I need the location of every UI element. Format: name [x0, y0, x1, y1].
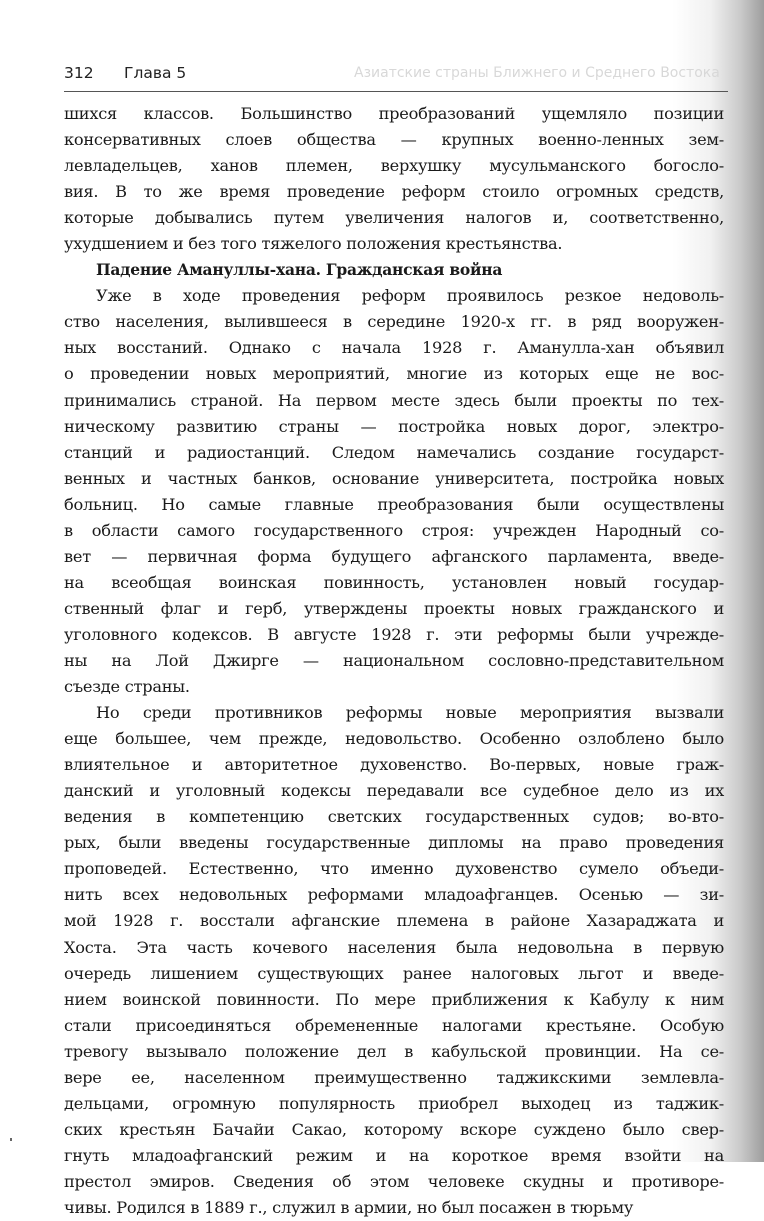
- text-line: больниц. Но самые главные преобразования были осуществлены: [64, 494, 724, 514]
- text-line: дельцами, огромную популярность приобрел выходец из таджик-: [64, 1093, 724, 1113]
- text-line: Уже в ходе проведения реформ проявилось резкое недоволь-: [96, 286, 724, 306]
- text-line: станций и радиостанций. Следом намечались создание государст-: [64, 442, 724, 462]
- text-line: стали присоединяться обремененные налогами крестьяне. Особую: [64, 1015, 724, 1035]
- text-line: венных и частных банков, основание университета, постройка новых: [64, 468, 724, 488]
- text-line: на всеобщая воинская повинность, установлен новый государ-: [64, 572, 724, 592]
- text-line: ухудшением и без того тяжелого положения крестьянства.: [64, 234, 563, 254]
- text-line: ных восстаний. Однако с начала 1928 г. Аманулла-хан объявил: [64, 338, 724, 358]
- text-line: ственный флаг и герб, утверждены проекты новых гражданского и: [64, 598, 724, 618]
- text-line: проповедей. Естественно, что именно духовенство сумело объеди-: [64, 859, 724, 879]
- text-line: Падение Амануллы-хана. Гражданская война: [96, 260, 503, 280]
- page-number: 312: [64, 64, 94, 82]
- text-line: тревогу вызывало положение дел в кабульской провинции. На се-: [64, 1041, 724, 1061]
- text-line: которые добывались путем увеличения налогов и, соответственно,: [64, 208, 724, 228]
- header-rule: [64, 91, 728, 92]
- text-line: ведения в компетенцию светских государственных судов; во-вто-: [64, 807, 724, 827]
- text-line: консервативных слоев общества — крупных военно-ленных зем-: [64, 130, 724, 150]
- paragraph: [64, 101, 724, 257]
- text-line: данский и уголовный кодексы передавали все судебное дело из их: [64, 781, 724, 801]
- text-line: шихся классов. Большинство преобразований ущемляло позиции: [64, 104, 724, 123]
- text-line: левладельцев, ханов племен, верхушку мусульманского богосло-: [64, 156, 724, 176]
- text-line: ство населения, вылившееся в середине 1920-х гг. в ряд вооружен-: [64, 312, 724, 332]
- text-line: нием воинской повинности. По мере приближения к Кабулу к ним: [64, 989, 724, 1009]
- running-header: [64, 64, 724, 86]
- text-line: Хоста. Эта часть кочевого населения была недовольна в первую: [64, 937, 724, 957]
- text-line: ских крестьян Бачайи Сакао, которому вскоре суждено было свер-: [64, 1119, 724, 1139]
- text-line: ны на Лой Джирге — национальном сословно-представительном: [64, 650, 724, 670]
- text-line: в области самого государственного строя: учрежден Народный со-: [64, 520, 724, 540]
- scan-speck: [10, 1138, 12, 1141]
- text-line: мой 1928 г. восстали афганские племена в районе Хазараджата и: [64, 911, 724, 931]
- text-line: чивы. Родился в 1889 г., служил в армии, но был посажен в тюрьму: [64, 1197, 634, 1217]
- text-line: о проведении новых мероприятий, многие из которых еще не вос-: [64, 364, 724, 384]
- text-line: очередь лишением существующих ранее налоговых льгот и введе-: [64, 963, 724, 983]
- text-line: уголовного кодексов. В августе 1928 г. эти реформы были учрежде-: [64, 624, 724, 644]
- text-line: влиятельное и авторитетное духовенство. Во-первых, новые граж-: [64, 755, 724, 775]
- text-line: еще большее, чем прежде, недовольство. Особенно озлоблено было: [64, 729, 724, 749]
- text-line: Но среди противников реформы новые мероприятия вызвали: [96, 703, 724, 723]
- section-heading: [64, 257, 724, 283]
- bleed-through-text: Азиатские страны Ближнего и Среднего Востока: [354, 65, 720, 81]
- paragraph: [64, 700, 724, 1221]
- paragraph: [64, 283, 724, 700]
- text-line: престол эмиров. Сведения об этом человеке скудны и противоре-: [64, 1171, 724, 1191]
- text-line: вет — первичная форма будущего афганского парламента, введе-: [64, 546, 724, 566]
- text-line: съезде страны.: [64, 677, 190, 697]
- text-line: гнуть младоафганский режим и на короткое время взойти на: [64, 1145, 724, 1165]
- text-line: принимались страной. На первом месте здесь были проекты по тех-: [64, 390, 724, 410]
- text-line: вере ее, населенном преимущественно таджикскими землевла-: [64, 1067, 724, 1087]
- text-line: вия. В то же время проведение реформ стоило огромных средств,: [64, 182, 724, 202]
- page-body: [64, 101, 724, 1221]
- text-line: ническому развитию страны — постройка новых дорог, электро-: [64, 416, 724, 436]
- text-line: рых, были введены государственные дипломы на право проведения: [64, 833, 724, 853]
- chapter-title: Глава 5: [124, 64, 187, 82]
- text-line: нить всех недовольных реформами младоафганцев. Осенью — зи-: [64, 885, 724, 905]
